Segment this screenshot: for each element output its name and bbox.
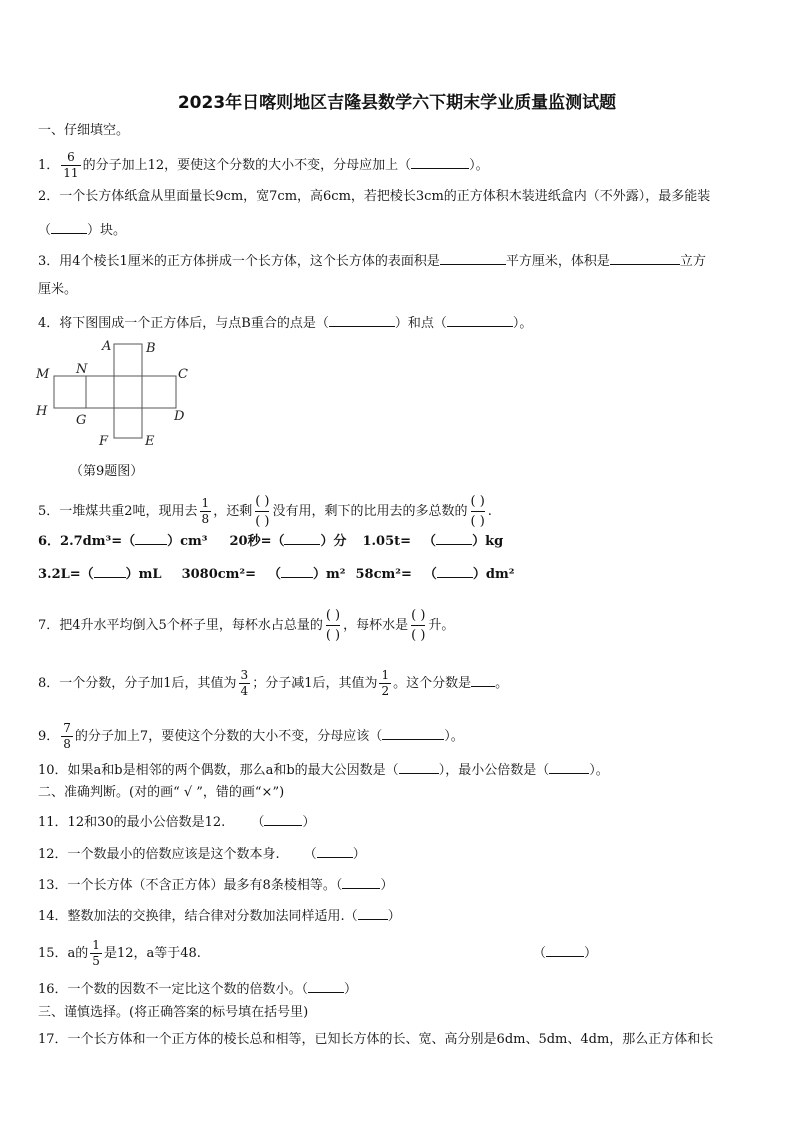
fraction-6-11: $\frac{6}{11}$ bbox=[63, 150, 79, 180]
question-10: 10．如果a和b是相邻的两个偶数，那么a和b的最大公因数是（ ），最小公倍数是（ ）。 bbox=[38, 759, 609, 780]
question-17: 17．一个长方体和一个正方体的棱长总和相等，已知长方体的长、宽、高分别是6dm、5dm、4dm，那么正方体和长 bbox=[38, 1032, 714, 1047]
answer-blank[interactable] bbox=[281, 563, 313, 578]
net-face-2 bbox=[114, 376, 142, 408]
question-6-row-2: 3.2L=（ ）mL 3080cm²= （ ）m² 58cm²= （ ）dm² bbox=[38, 563, 514, 584]
label-e: E bbox=[145, 434, 155, 449]
label-n: N bbox=[76, 362, 88, 377]
answer-blank[interactable] bbox=[264, 811, 302, 826]
label-f: F bbox=[99, 434, 109, 449]
section-2-heading: 二、准确判断。(对的画“ √ ”，错的画“×”) bbox=[38, 785, 285, 800]
question-8: 8．一个分数，分子加1后，其值为 $\frac{3}{4}$ ；分子减1后，其值为 $\frac{1}{2}$ 。这个分数是 。 bbox=[38, 668, 509, 698]
question-14: 14．整数加法的交换律，结合律对分数加法同样适用.（ ） bbox=[38, 905, 401, 926]
question-9: 9． $\frac{7}{8}$ 的分子加上7，要使这个分数的大小不变，分母应该（ ）。 bbox=[38, 721, 464, 751]
answer-blank[interactable] bbox=[549, 759, 589, 774]
section-1-heading: 一、仔细填空。 bbox=[38, 123, 130, 138]
question-13: 13．一个长方体（不含正方体）最多有8条棱相等。（ ） bbox=[38, 874, 393, 895]
answer-blank[interactable] bbox=[546, 942, 584, 957]
answer-blank[interactable] bbox=[440, 250, 506, 265]
section-3-heading: 三、谨慎选择。(将正确答案的标号填在括号里) bbox=[38, 1005, 309, 1020]
answer-fraction[interactable]: ( ) ( ) bbox=[325, 608, 341, 643]
answer-blank[interactable] bbox=[437, 563, 473, 578]
answer-blank[interactable] bbox=[135, 530, 167, 545]
answer-fraction[interactable]: ( ) ( ) bbox=[470, 494, 485, 529]
question-1: 1． $\frac{6}{11}$ 的分子加上12，要使这个分数的大小不变，分母应加上（ ）。 bbox=[38, 150, 489, 180]
question-6-row-1: 6．2.7dm³=（ ）cm³ 20秒=（ ）分 1.05t= （ ）kg bbox=[38, 530, 503, 551]
cube-net-figure bbox=[34, 336, 204, 452]
answer-blank[interactable] bbox=[317, 843, 353, 858]
answer-blank[interactable] bbox=[399, 759, 439, 774]
answer-blank[interactable] bbox=[436, 530, 472, 545]
answer-blank[interactable] bbox=[329, 312, 395, 327]
question-2-line-2: （ ）块。 bbox=[38, 219, 126, 240]
question-12: 12．一个数最小的倍数应该是这个数本身. （ ） bbox=[38, 843, 366, 864]
net-face-left-1 bbox=[54, 376, 86, 408]
answer-blank[interactable] bbox=[342, 874, 380, 889]
question-11: 11．12和30的最小公倍数是12. （ ） bbox=[38, 811, 315, 832]
answer-blank[interactable] bbox=[610, 250, 680, 265]
fraction-7-8: $\frac{7}{8}$ bbox=[63, 721, 71, 751]
label-c: C bbox=[178, 367, 188, 382]
fraction-1-5: $\frac{1}{5}$ bbox=[92, 938, 100, 968]
answer-blank[interactable] bbox=[284, 530, 320, 545]
question-15: 15．a的 $\frac{1}{5}$ 是12，a等于48. （ ） bbox=[38, 938, 598, 968]
answer-blank[interactable] bbox=[51, 219, 87, 234]
fraction-1-8: $\frac{1}{8}$ bbox=[201, 496, 210, 526]
page-title: 2023年日喀则地区吉隆县数学六下期末学业质量监测试题 bbox=[177, 93, 617, 113]
fraction-3-4: $\frac{3}{4}$ bbox=[240, 668, 249, 698]
question-5: 5．一堆煤共重2吨，现用去 $\frac{1}{8}$ ，还剩 ( ) ( ) 没有用，剩下的比用去的多总数的 ( ) ( ) . bbox=[38, 494, 492, 529]
label-a: A bbox=[102, 339, 112, 354]
fraction-1-2: $\frac{1}{2}$ bbox=[381, 668, 390, 698]
answer-blank[interactable] bbox=[471, 672, 495, 687]
answer-fraction[interactable]: ( ) ( ) bbox=[411, 608, 426, 643]
question-3-line-1: 3．用4个棱长1厘米的正方体拼成一个长方体，这个长方体的表面积是 平方厘米，体积是 立方 bbox=[38, 250, 706, 271]
label-g: G bbox=[76, 413, 87, 428]
label-h: H bbox=[36, 404, 48, 419]
question-3-line-2: 厘米。 bbox=[38, 282, 78, 297]
question-2-line-1: 2．一个长方体纸盒从里面量长9cm，宽7cm，高6cm，若把棱长3cm的正方体积木装进纸盒内（不外露），最多能装 bbox=[38, 189, 711, 204]
net-face-left-2 bbox=[86, 376, 114, 408]
answer-blank[interactable] bbox=[94, 563, 126, 578]
label-m: M bbox=[36, 367, 50, 382]
label-d: D bbox=[174, 409, 185, 424]
question-7: 7．把4升水平均倒入5个杯子里，每杯水占总量的 ( ) ( ) ，每杯水是 ( ) ( ) 升。 bbox=[38, 608, 455, 643]
figure-caption: （第9题图） bbox=[70, 464, 144, 479]
net-face-bottom bbox=[114, 408, 142, 438]
question-4: 4．将下图围成一个正方体后，与点B重合的点是（ ）和点（ ）。 bbox=[38, 312, 532, 333]
net-face-right bbox=[142, 376, 176, 408]
answer-blank[interactable] bbox=[447, 312, 513, 327]
question-16: 16．一个数的因数不一定比这个数的倍数小。（ ） bbox=[38, 978, 357, 999]
answer-blank[interactable] bbox=[358, 905, 388, 920]
answer-blank[interactable] bbox=[411, 154, 469, 169]
answer-blank[interactable] bbox=[382, 725, 444, 740]
net-face-top bbox=[114, 344, 142, 376]
answer-blank[interactable] bbox=[308, 978, 344, 993]
label-b: B bbox=[146, 341, 156, 356]
answer-fraction[interactable]: ( ) ( ) bbox=[255, 494, 270, 529]
